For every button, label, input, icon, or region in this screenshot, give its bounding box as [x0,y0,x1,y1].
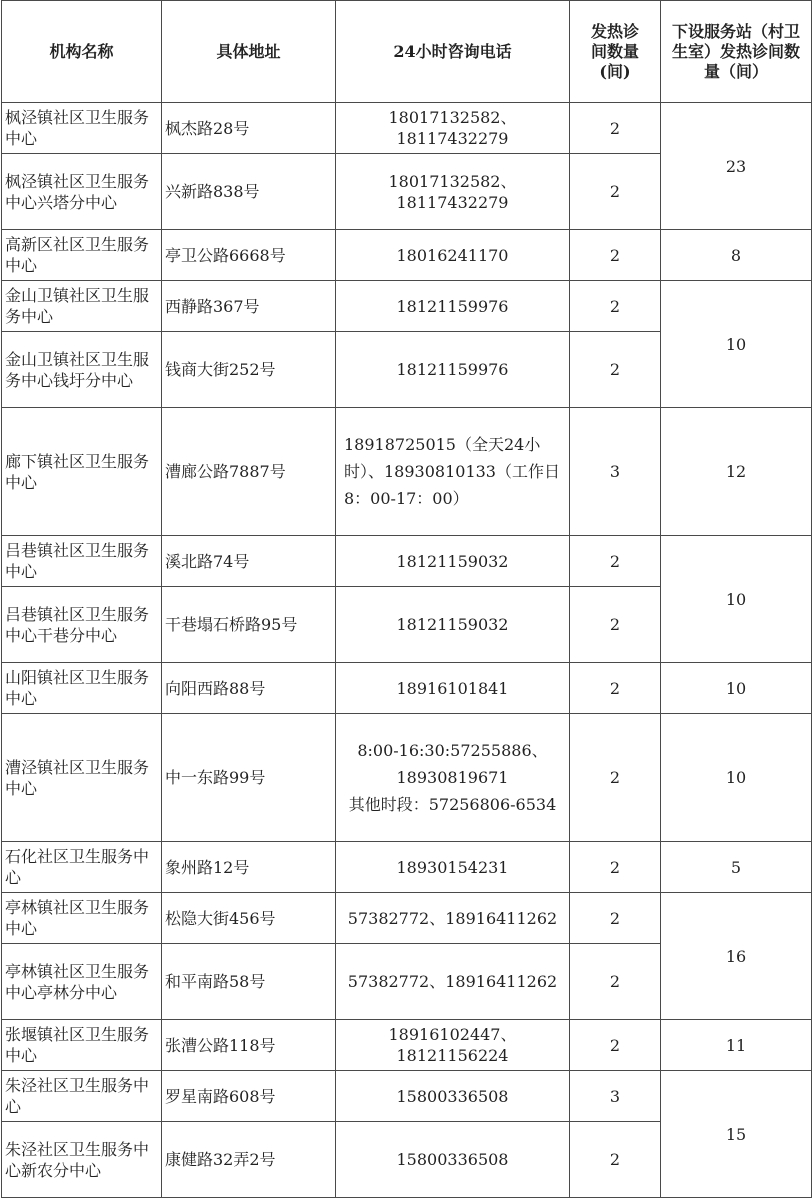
clinic-table [1,0,812,1198]
header-row [2,1,812,103]
address: 松隐大街456号 [162,893,336,944]
fever-count: 2 [570,1020,661,1071]
fever-count: 2 [570,281,661,332]
org-name: 张堰镇社区卫生服务中心 [2,1020,162,1071]
org-name: 石化社区卫生服务中心 [2,842,162,893]
table-row [2,281,812,332]
address: 枫杰路28号 [162,103,336,154]
fever-count: 2 [570,587,661,663]
fever-count: 2 [570,332,661,408]
phone-text: 18916101841 [396,678,509,698]
fever-count: 3 [570,1071,661,1122]
address: 钱商大街252号 [162,332,336,408]
phone [336,230,570,281]
phone [336,536,570,587]
org-name: 金山卫镇社区卫生服务中心 [2,281,162,332]
phone [336,893,570,944]
phone-text: 18918725015（全天24小时）、18930810133（工作日8：00-17：00） [344,435,560,508]
fever-count: 2 [570,714,661,842]
header-address: 具体地址 [162,1,336,103]
phone-text: 18121159032 [396,615,509,634]
station-count: 8 [661,230,812,281]
phone [336,714,570,842]
phone [336,1020,570,1071]
phone [336,944,570,1020]
fever-count: 2 [570,944,661,1020]
station-count: 16 [661,893,812,1020]
fever-count: 2 [570,103,661,154]
org-name: 朱泾社区卫生服务中心新农分中心 [2,1122,162,1198]
table-row [2,230,812,281]
header-fever-clinics: 发热诊间数量(间) [570,1,661,103]
fever-count: 2 [570,230,661,281]
phone-text: 57382772、18916411262 [347,908,558,928]
address: 象州路12号 [162,842,336,893]
phone [336,154,570,230]
address: 康健路32弄2号 [162,1122,336,1198]
phone-text: 8:00-16:30:57255886、 18930819671 其他时段：57256806-6534 [348,741,557,814]
phone [336,663,570,714]
fever-count: 2 [570,1122,661,1198]
org-name: 亭林镇社区卫生服务中心 [2,893,162,944]
fever-count: 2 [570,663,661,714]
phone-text: 57382772、18916411262 [347,972,558,991]
phone-text: 18016241170 [396,245,509,265]
org-name: 廊下镇社区卫生服务中心 [2,408,162,536]
station-count: 11 [661,1020,812,1071]
phone-text: 15800336508 [396,1150,509,1169]
phone-text: 15800336508 [396,1086,509,1106]
table-row [2,893,812,944]
address: 溪北路74号 [162,536,336,587]
phone-text: 18017132582、 18117432279 [388,171,517,212]
phone-text: 18121159976 [396,360,509,379]
org-name: 枫泾镇社区卫生服务中心兴塔分中心 [2,154,162,230]
org-name: 枫泾镇社区卫生服务中心 [2,103,162,154]
table-row [2,663,812,714]
fever-count: 2 [570,893,661,944]
station-count: 23 [661,103,812,230]
phone-text: 18121159032 [396,551,509,571]
address: 张漕公路118号 [162,1020,336,1071]
org-name: 金山卫镇社区卫生服务中心钱圩分中心 [2,332,162,408]
table-row [2,1020,812,1071]
org-name: 吕巷镇社区卫生服务中心干巷分中心 [2,587,162,663]
phone [336,842,570,893]
phone [336,103,570,154]
org-name: 亭林镇社区卫生服务中心亭林分中心 [2,944,162,1020]
phone-text: 18930154231 [396,857,509,877]
address: 中一东路99号 [162,714,336,842]
phone [336,1122,570,1198]
table-row [2,714,812,842]
address: 兴新路838号 [162,154,336,230]
station-count: 10 [661,536,812,663]
phone [336,1071,570,1122]
phone [336,281,570,332]
phone-text: 18916102447、 18121156224 [388,1025,517,1065]
station-count: 10 [661,281,812,408]
table-row [2,103,812,154]
fever-count: 2 [570,536,661,587]
phone-text: 18017132582、 18117432279 [388,108,517,148]
address: 漕廊公路7887号 [162,408,336,536]
phone [336,332,570,408]
header-name: 机构名称 [2,1,162,103]
address: 西静路367号 [162,281,336,332]
address: 向阳西路88号 [162,663,336,714]
fever-count: 2 [570,154,661,230]
address: 亭卫公路6668号 [162,230,336,281]
station-count: 5 [661,842,812,893]
table-row [2,408,812,536]
fever-count: 2 [570,842,661,893]
table-row [2,1071,812,1122]
table-row [2,842,812,893]
fever-count: 3 [570,408,661,536]
header-phone: 24小时咨询电话 [336,1,570,103]
address: 和平南路58号 [162,944,336,1020]
org-name: 吕巷镇社区卫生服务中心 [2,536,162,587]
station-count: 10 [661,714,812,842]
station-count: 15 [661,1071,812,1198]
org-name: 漕泾镇社区卫生服务中心 [2,714,162,842]
station-count: 12 [661,408,812,536]
address: 干巷塌石桥路95号 [162,587,336,663]
station-count: 10 [661,663,812,714]
phone [336,587,570,663]
org-name: 高新区社区卫生服务中心 [2,230,162,281]
org-name: 山阳镇社区卫生服务中心 [2,663,162,714]
org-name: 朱泾社区卫生服务中心 [2,1071,162,1122]
phone [336,408,570,536]
header-station-clinics: 下设服务站（村卫生室）发热诊间数量（间） [661,1,812,103]
address: 罗星南路608号 [162,1071,336,1122]
phone-text: 18121159976 [396,296,509,316]
table-row [2,536,812,587]
